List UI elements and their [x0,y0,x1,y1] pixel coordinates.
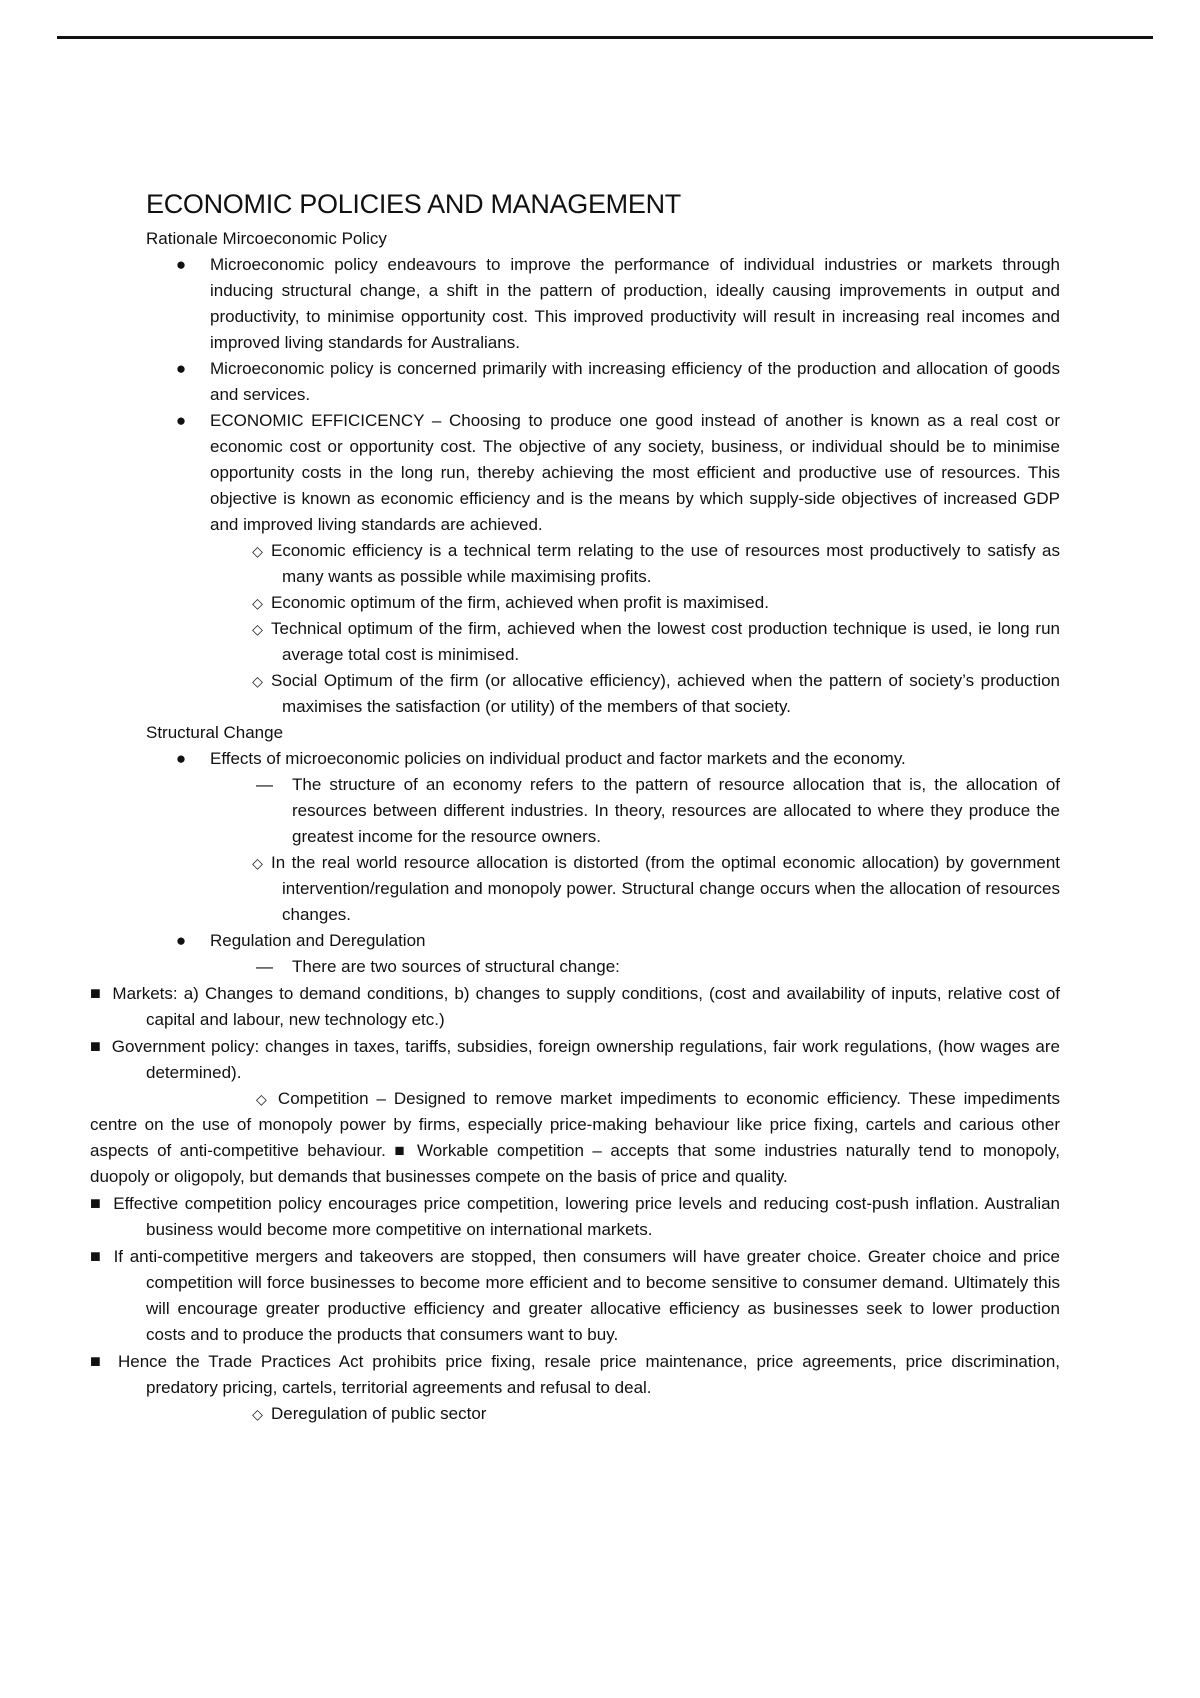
paragraph-text: Effective competition policy encourages price competition, lowering price levels and reducing cost-push inflation. Australian business would become more competitive on international markets. [113,1194,1061,1239]
section-heading-structural-change: Structural Change [146,723,284,742]
paragraph-text: Workable competition – accepts that some industries naturally tend to monopoly, duopoly or oligopoly, but demands that businesses compete on the basis of price and quality. [90,1141,1061,1186]
sub-bullet-paragraph [90,590,1060,616]
bullet-paragraph [90,356,1060,408]
section-heading-rationale: Rationale Mircoeconomic Policy [146,229,387,248]
document-body [90,186,1060,1427]
square-paragraph [90,1243,1060,1348]
paragraph-text: Competition – Designed to remove market impediments to economic efficiency. These impediments centre on the use of monopoly power by firms, especially price-making behaviour like price fixing, cartels and carious other aspects of anti-competitive behaviour. [90,1089,1060,1160]
square-marker: ■ [90,1036,102,1056]
paragraph-text: Social Optimum of the firm (or allocative efficiency), achieved when the pattern of society’s production maximises the satisfaction (or utility) of the members of that society. [271,671,1060,716]
paragraph-text: If anti-competitive mergers and takeovers are stopped, then consumers will have greater choice. Greater choice and price competition will force businesses to become more efficient and to become sensitive to consumer demand. Ultimately this will encourage greater productive efficiency and greater allocative efficiency as businesses seek to lower production costs and to produce the products that consumers want to buy. [113,1247,1060,1344]
paragraph-text: Government policy: changes in taxes, tariffs, subsidies, foreign ownership regulations, fair work regulations, (how wages are determined). [111,1037,1060,1082]
square-paragraph [90,1190,1060,1243]
diamond-marker: ◇ [252,595,263,611]
paragraph-text: Markets: a) Changes to demand conditions, b) changes to supply conditions, (cost and availability of inputs, relative cost of capital and labour, new technology etc.) [112,984,1060,1029]
paragraph-text: Deregulation of public sector [271,1404,487,1423]
sub-bullet-paragraph [90,850,1060,928]
top-rule [57,36,1153,39]
bullet-marker: ● [175,255,187,274]
square-marker: ■ [394,1141,409,1160]
paragraph-text: ECONOMIC EFFICICENCY – Choosing to produce one good instead of another is known as a real cost or economic cost or opportunity cost. The objective of any society, business, or individual should be to minimise opportunity costs in the long run, thereby achieving the most efficient and productive use of resources. This objective is known as economic efficiency and is the means by which supply-side objectives of increased GDP and improved living standards are achieved. [210,411,1060,534]
square-paragraph [90,1348,1060,1401]
bullet-paragraph [90,252,1060,356]
bullet-paragraph [90,928,1060,954]
square-marker: ■ [90,1193,103,1213]
square-marker: ■ [90,1246,103,1266]
dash-marker: — [256,775,273,794]
square-marker: ■ [90,983,103,1003]
diamond-marker: ◇ [256,1091,270,1107]
bullet-marker: ● [175,749,187,768]
paragraph-text: In the real world resource allocation is distorted (from the optimal economic allocation) by government intervention/regulation and monopoly power. Structural change occurs when the allocation of resources changes. [271,853,1060,924]
diamond-marker: ◇ [252,621,263,637]
paragraph-text: Microeconomic policy is concerned primarily with increasing efficiency of the production and allocation of goods and services. [210,359,1060,404]
paragraph-text: Microeconomic policy endeavours to improve the performance of individual industries or markets through inducing structural change, a shift in the pattern of production, ideally causing improvements in output and productivity, to minimise opportunity cost. This improved productivity will result in increasing real incomes and improved living standards for Australians. [210,255,1060,352]
square-paragraph [90,1033,1060,1086]
diamond-marker: ◇ [252,673,263,689]
dash-paragraph [90,954,1060,980]
document-title: ECONOMIC POLICIES AND MANAGEMENT [146,189,681,219]
square-marker: ■ [90,1351,106,1371]
paragraph-text: Economic efficiency is a technical term relating to the use of resources most productively to satisfy as many wants as possible while maximising profits. [271,541,1060,586]
paragraph-text: Technical optimum of the firm, achieved when the lowest cost production technique is used, ie long run average total cost is minimised. [271,619,1060,664]
paragraph-text: Regulation and Deregulation [210,931,426,950]
paragraph-text: The structure of an economy refers to the pattern of resource allocation that is, the allocation of resources between different industries. In theory, resources are allocated to where they produce the greatest income for the resource owners. [292,775,1060,846]
diamond-marker: ◇ [252,855,263,871]
diamond-marker: ◇ [252,543,263,559]
dash-marker: — [256,957,273,976]
square-paragraph [90,980,1060,1033]
dash-paragraph [90,772,1060,850]
sub-bullet-paragraph [90,668,1060,720]
sub-bullet-paragraph [90,1401,1060,1427]
paragraph-text: Hence the Trade Practices Act prohibits price fixing, resale price maintenance, price agreements, price discrimination, predatory pricing, cartels, territorial agreements and refusal to deal. [117,1352,1060,1397]
bullet-paragraph [90,408,1060,538]
bullet-marker: ● [175,411,187,430]
sub-bullet-paragraph [90,616,1060,668]
bullet-paragraph [90,746,1060,772]
paragraph-text: There are two sources of structural change: [292,957,620,976]
competition-paragraph [90,1086,1060,1190]
diamond-marker: ◇ [252,1406,263,1422]
paragraph-text: Economic optimum of the firm, achieved when profit is maximised. [271,593,769,612]
bullet-marker: ● [175,931,187,950]
bullet-marker: ● [175,359,187,378]
sub-bullet-paragraph [90,538,1060,590]
paragraph-text: Effects of microeconomic policies on individual product and factor markets and the economy. [210,749,906,768]
